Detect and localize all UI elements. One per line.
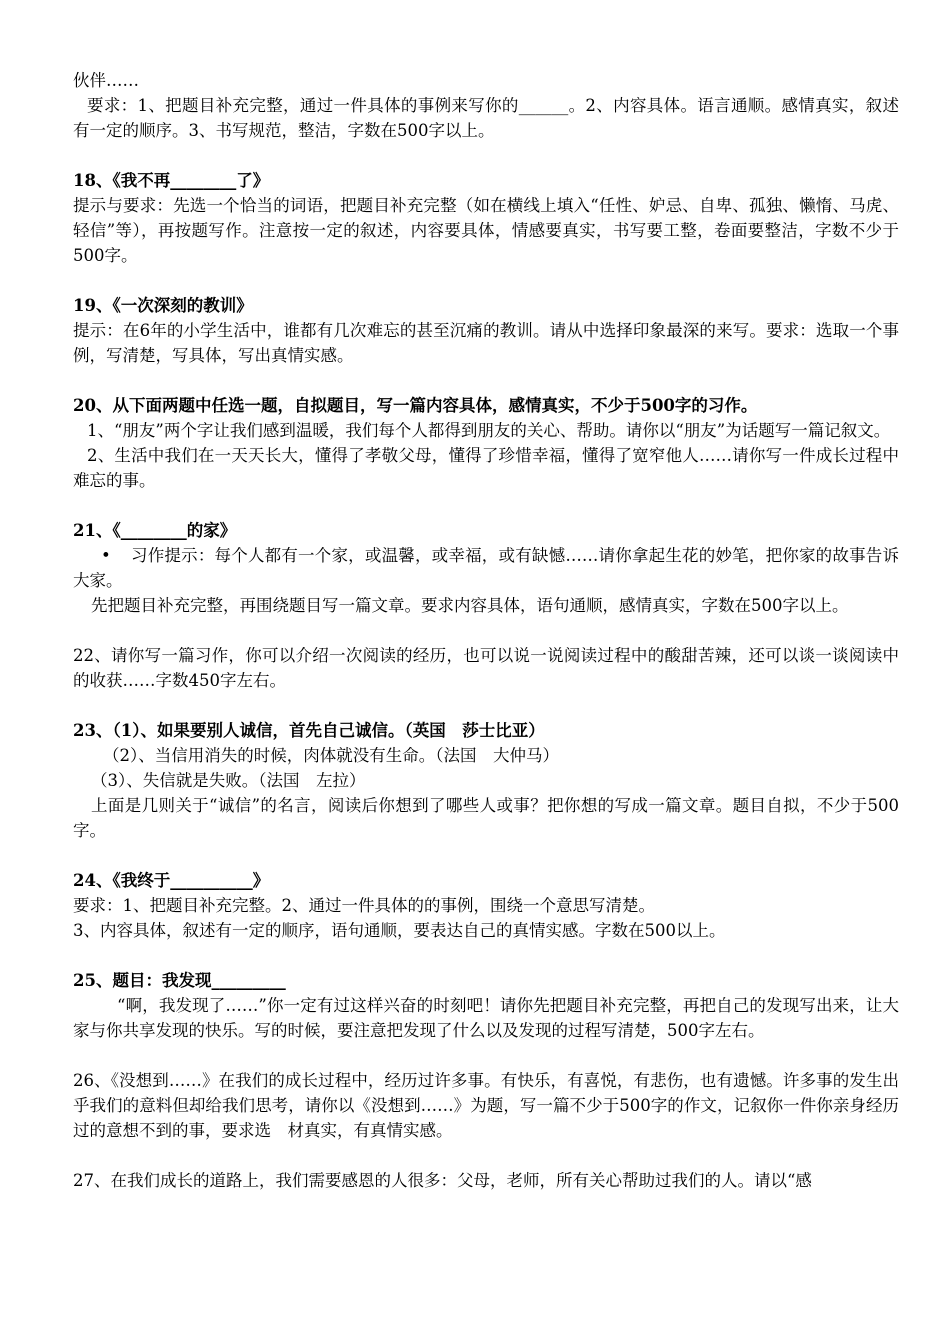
prompt-20-option-1: 1、“朋友”两个字让我们感到温暖，我们每个人都得到朋友的关心、帮助。请你以“朋友”为话题写一篇记叙文。	[87, 421, 891, 440]
prompt-21-hint	[73, 543, 899, 593]
spacer	[73, 618, 899, 643]
spacer	[73, 493, 899, 518]
title-24: 24、《我终于__________》	[73, 871, 270, 890]
title-23: 23、（1）、如果要别人诚信，首先自己诚信。（英国 莎士比亚）	[73, 721, 545, 740]
requirements-24-b: 3、内容具体，叙述有一定的顺序，语句通顺，要表达自己的真情实感。字数在500以上。	[73, 921, 726, 940]
spacer	[73, 943, 899, 968]
requirements-24-a: 要求：1、把题目补充完整。2、通过一件具体的的事例，围绕一个意思写清楚。	[73, 896, 655, 915]
prompt-20-option-2: 2、生活中我们在一天天长大，懂得了孝敬父母，懂得了珍惜幸福，懂得了宽窄他人……请你写一件成长过程中难忘的事。	[73, 446, 899, 490]
title-20: 20、从下面两题中任选一题，自拟题目，写一篇内容具体，感情真实，不少于500字的习作。	[73, 396, 758, 415]
prompt-26: 26、《没想到……》在我们的成长过程中，经历过许多事。有快乐，有喜悦，有悲伤，也有遗憾。许多事的发生出乎我们的意料但却给我们思考，请你以《没想到……》为题，写一篇不少于500字的作文，记叙你一件你亲身经历过的意想不到的事，要求选 材真实，有真情实感。	[73, 1071, 899, 1140]
prompt-21-hint-text: 习作提示：每个人都有一个家，或温馨，或幸福，或有缺憾……请你拿起生花的妙笔，把你家的故事告诉大家。	[73, 546, 899, 590]
spacer	[73, 1043, 899, 1068]
spacer	[73, 843, 899, 868]
prompt-25	[73, 993, 899, 1043]
prompt-27: 27、在我们成长的道路上，我们需要感恩的人很多：父母，老师，所有关心帮助过我们的人。请以“感	[73, 1171, 812, 1190]
title-25: 25、题目：我发现_________	[73, 971, 286, 990]
quote-23-3: （3）、失信就是失败。（法国 左拉）	[91, 771, 366, 790]
title-21: 21、《________的家》	[73, 521, 237, 540]
prompt-25-text: “啊，我发现了……”你一定有过这样兴奋的时刻吧！请你先把题目补充完整，再把自己的发现写出来，让大家与你共享发现的快乐。写的时候，要注意把发现了什么以及发现的过程写清楚，500字左右。	[73, 996, 899, 1040]
spacer	[73, 693, 899, 718]
document-page	[73, 68, 899, 1193]
bullet-marker: •	[101, 546, 111, 565]
prompt-22: 22、请你写一篇习作，你可以介绍一次阅读的经历，也可以说一说阅读过程中的酸甜苦辣，还可以谈一谈阅读中的收获……字数450字左右。	[73, 646, 899, 690]
spacer	[73, 268, 899, 293]
requirements-17: 要求：1、把题目补充完整，通过一件具体的事例来写你的______。2、内容具体。语言通顺。感情真实，叙述有一定的顺序。3、书写规范，整洁，字数在500字以上。	[73, 96, 899, 140]
prompt-23: 上面是几则关于“诚信”的名言，阅读后你想到了哪些人或事？把你想的写成一篇文章。题目自拟，不少于500字。	[73, 796, 899, 840]
prompt-18: 提示与要求：先选一个恰当的词语，把题目补充完整（如在横线上填入“任性、妒忌、自卑、孤独、懒惰、马虎、轻信”等），再按题写作。注意按一定的叙述，内容要具体，情感要真实，书写要工整，卷面要整洁，字数不少于500字。	[73, 196, 899, 265]
spacer	[73, 368, 899, 393]
quote-23-2: （2）、当信用消失的时候，肉体就没有生命。（法国 大仲马）	[103, 746, 559, 765]
spacer	[73, 143, 899, 168]
title-19: 19、《一次深刻的教训》	[73, 296, 253, 315]
prompt-21-requirements: 先把题目补充完整，再围绕题目写一篇文章。要求内容具体，语句通顺，感情真实，字数在500字以上。	[91, 596, 849, 615]
title-18: 18、《我不再________了》	[73, 171, 270, 190]
spacer	[73, 1143, 899, 1168]
prompt-19: 提示：在6年的小学生活中，谁都有几次难忘的甚至沉痛的教训。请从中选择印象最深的来写。要求：选取一个事例，写清楚，写具体，写出真情实感。	[73, 321, 899, 365]
line-partner: 伙伴……	[73, 71, 139, 90]
